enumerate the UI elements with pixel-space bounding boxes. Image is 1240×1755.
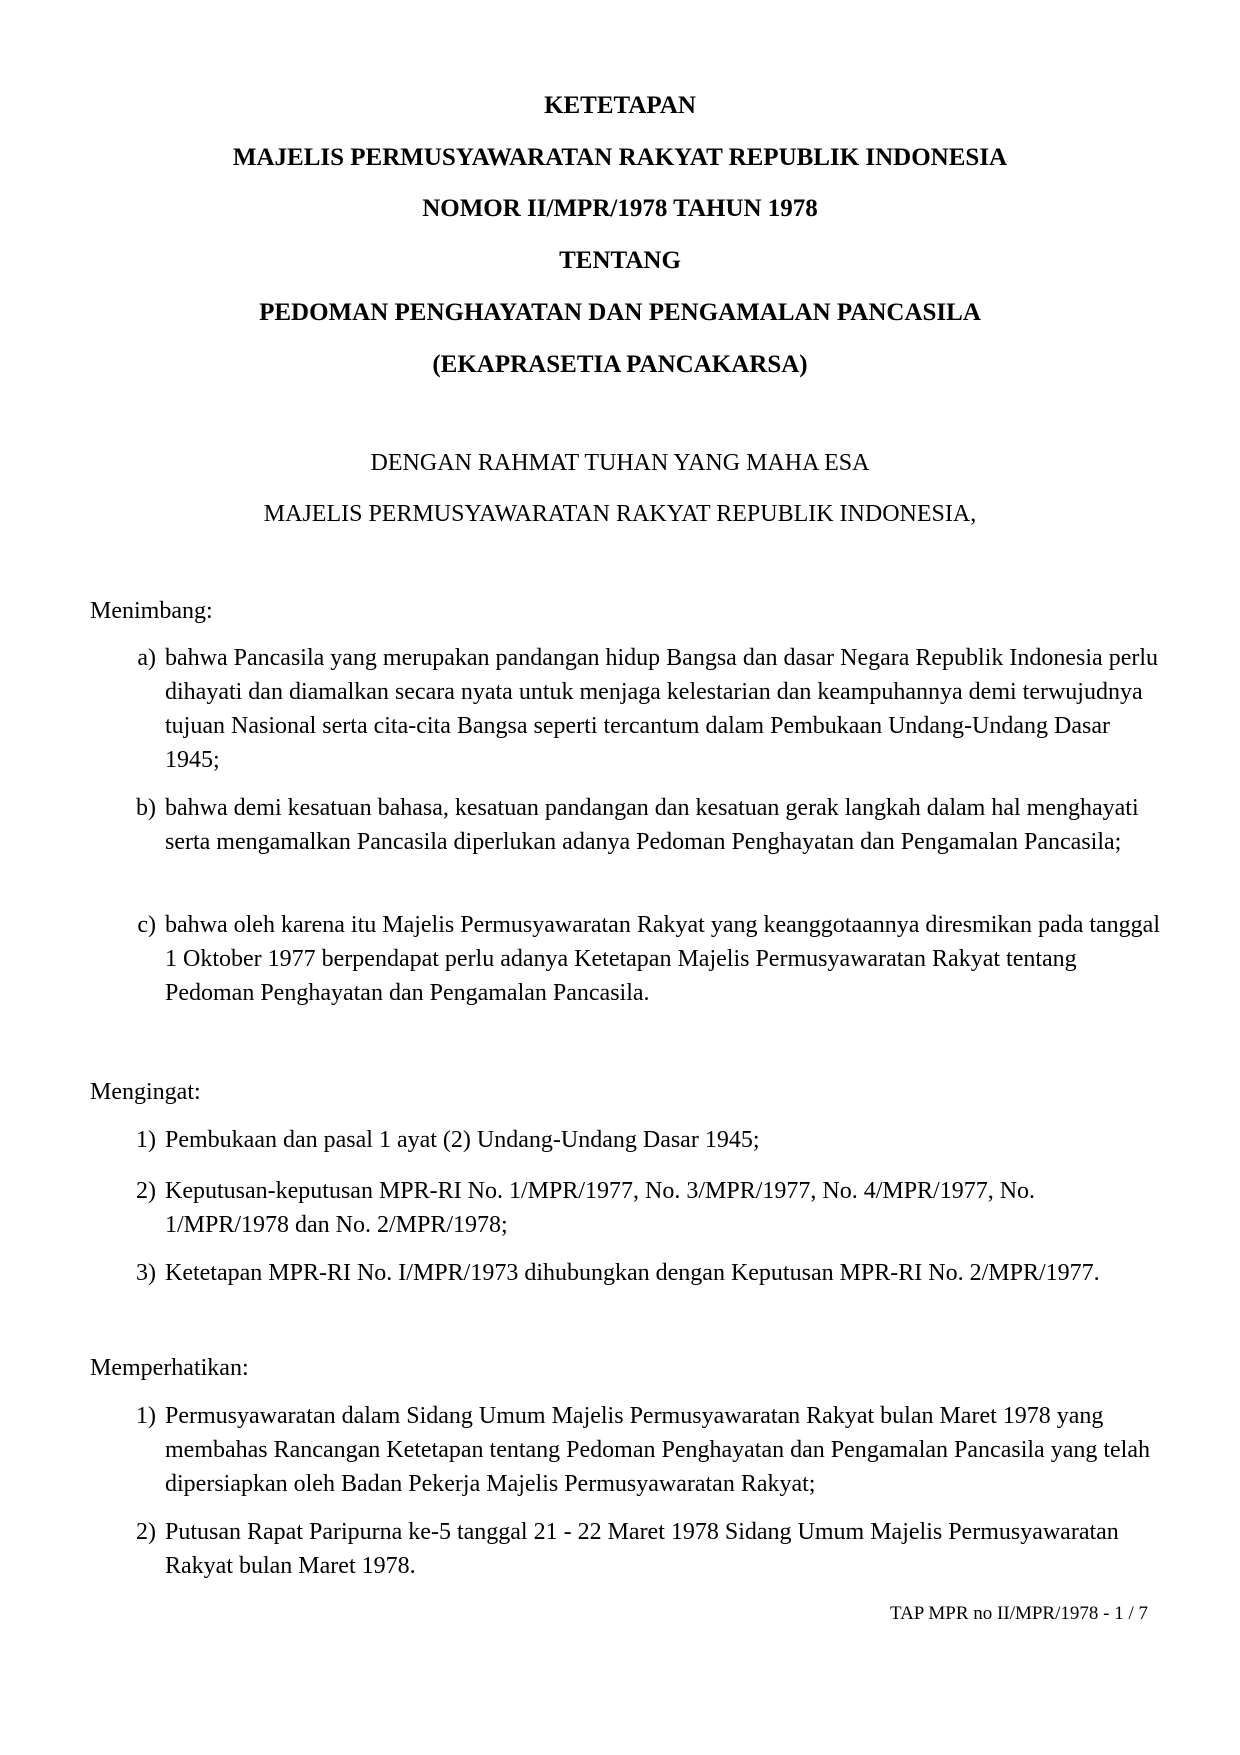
list-marker: 1) <box>136 1127 156 1153</box>
list-item-text: Pembukaan dan pasal 1 ayat (2) Undang-Undang Dasar 1945; <box>165 1127 760 1153</box>
list-item-text: bahwa Pancasila yang merupakan pandangan hidup Bangsa dan dasar Negara Republik Indonesia perlu dihayati dan diamalkan secara nyata untuk menjaga kelestarian dan keampuhannya demi terwujudnya tujuan Nasional serta cita-cita Bangsa seperti tercantum dalam Pembukaan Undang-Undang Dasar 1945; <box>165 645 1158 773</box>
title-subject: PEDOMAN PENGHAYATAN DAN PENGAMALAN PANCASILA <box>259 299 981 326</box>
mengingat-item-1 <box>120 1123 1160 1157</box>
title-ketetapan: KETETAPAN <box>544 92 696 119</box>
memperhatikan-item-2 <box>120 1515 1160 1583</box>
list-item-text: bahwa oleh karena itu Majelis Permusyawaratan Rakyat yang keanggotaannya diresmikan pada tanggal 1 Oktober 1977 berpendapat perlu adanya Ketetapan Majelis Permusyawaratan Rakyat tentang Pedoman Penghayatan dan Pengamalan Pancasila. <box>165 912 1160 1006</box>
title-subtitle: (EKAPRASETIA PANCAKARSA) <box>432 351 808 378</box>
list-marker: 2) <box>136 1178 156 1204</box>
list-item-text: Keputusan-keputusan MPR-RI No. 1/MPR/1977, No. 3/MPR/1977, No. 4/MPR/1977, No. 1/MPR/1978 dan No. 2/MPR/1978; <box>165 1178 1036 1238</box>
list-marker: 2) <box>136 1519 156 1545</box>
memperhatikan-item-1 <box>120 1399 1160 1501</box>
list-marker: 3) <box>136 1260 156 1286</box>
title-number: NOMOR II/MPR/1978 TAHUN 1978 <box>422 195 818 222</box>
section-heading-menimbang: Menimbang: <box>90 598 213 624</box>
title-tentang: TENTANG <box>559 247 681 274</box>
menimbang-item-c <box>120 908 1160 1010</box>
opening-line-2: MAJELIS PERMUSYAWARATAN RAKYAT REPUBLIK INDONESIA, <box>263 501 977 527</box>
list-item-text: bahwa demi kesatuan bahasa, kesatuan pandangan dan kesatuan gerak langkah dalam hal menghayati serta mengamalkan Pancasila diperlukan adanya Pedoman Penghayatan dan Pengamalan Pancasila; <box>165 795 1139 855</box>
section-heading-memperhatikan: Memperhatikan: <box>90 1355 249 1381</box>
mengingat-item-2 <box>120 1174 1160 1242</box>
list-marker: a) <box>137 645 156 671</box>
list-item-text: Ketetapan MPR-RI No. I/MPR/1973 dihubungkan dengan Keputusan MPR-RI No. 2/MPR/1977. <box>165 1260 1100 1286</box>
menimbang-item-b <box>120 791 1160 859</box>
list-item-text: Permusyawaratan dalam Sidang Umum Majelis Permusyawaratan Rakyat bulan Maret 1978 yang membahas Rancangan Ketetapan tentang Pedoman Penghayatan dan Pengamalan Pancasila yang telah dipersiapkan oleh Badan Pekerja Majelis Permusyawaratan Rakyat; <box>165 1403 1150 1497</box>
list-marker: c) <box>137 912 156 938</box>
page-footer: TAP MPR no II/MPR/1978 - 1 / 7 <box>889 1603 1148 1624</box>
opening-line-1: DENGAN RAHMAT TUHAN YANG MAHA ESA <box>370 450 870 476</box>
menimbang-item-a <box>120 641 1160 777</box>
list-marker: 1) <box>136 1403 156 1429</box>
title-institution: MAJELIS PERMUSYAWARATAN RAKYAT REPUBLIK INDONESIA <box>232 144 1008 171</box>
mengingat-item-3 <box>120 1256 1160 1290</box>
list-item-text: Putusan Rapat Paripurna ke-5 tanggal 21 - 22 Maret 1978 Sidang Umum Majelis Permusyawaratan Rakyat bulan Maret 1978. <box>165 1519 1119 1579</box>
list-marker: b) <box>136 795 156 821</box>
section-heading-mengingat: Mengingat: <box>90 1079 201 1105</box>
